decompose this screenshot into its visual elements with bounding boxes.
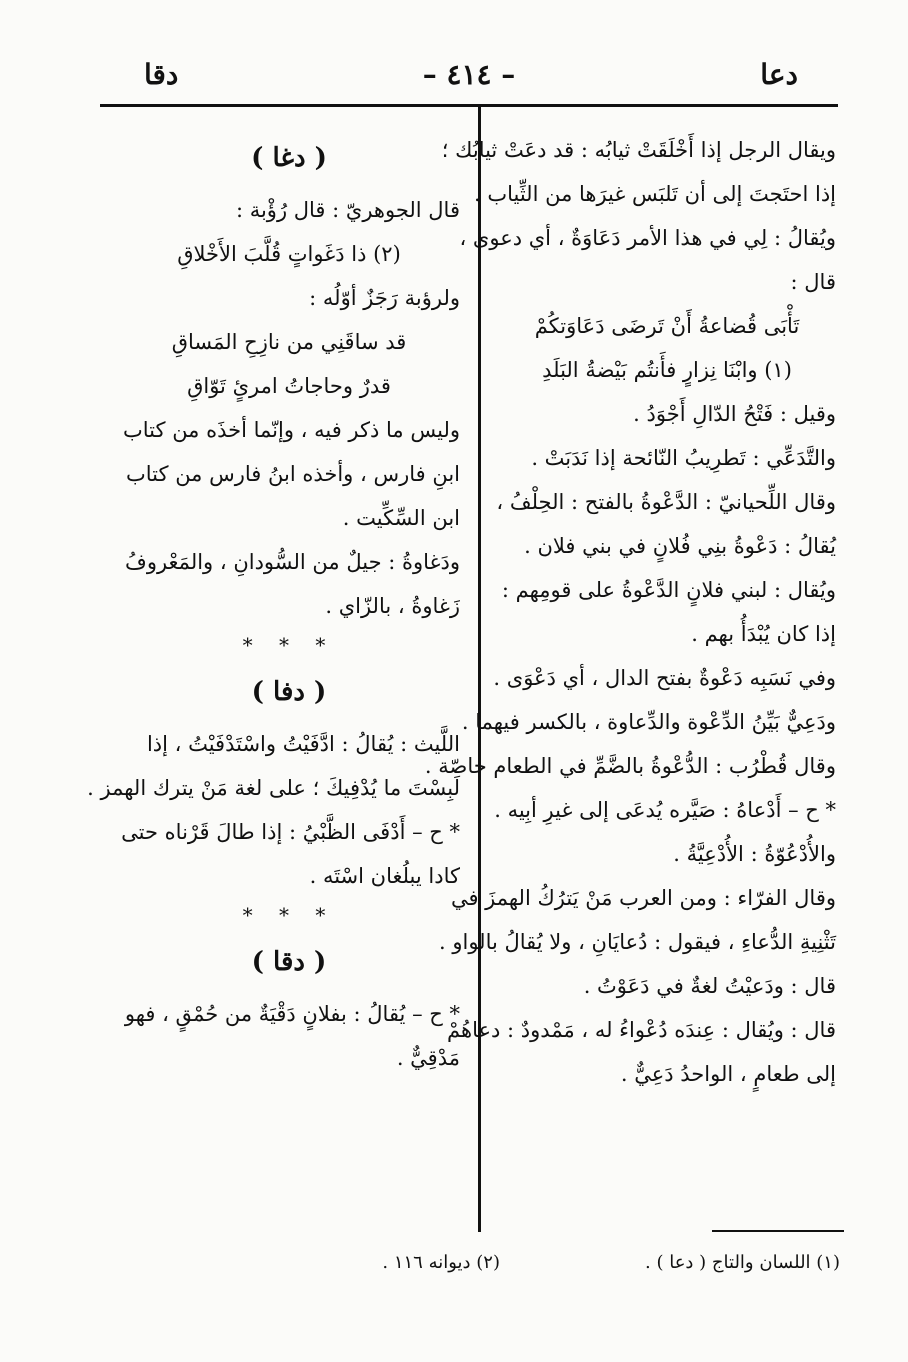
entry-heading-daqa: ( دقا ) — [251, 947, 327, 977]
text-line: اللَّيث : يُقالُ : ادَّفَيْتُ واسْتَدْفَيْتُ ، إذا — [146, 732, 460, 756]
text-line: وقال قُطْرُب : الدُّعْوةُ بالضَّمِّ في الطعام خاصّة . — [424, 754, 836, 778]
header-right-word: دعا — [760, 58, 798, 91]
page-header — [100, 52, 838, 94]
text-line: والأُدْعُوّةُ : الأُدْعِيَّةُ . — [673, 842, 836, 866]
text-line: تَثْنِيةِ الدُّعاءِ ، فيقول : دُعايَانِ ، ولا يُقالُ بالواو . — [439, 930, 836, 954]
left-column — [87, 128, 460, 1080]
text-line: إذا احتَجتَ إلى أن تَلبَس غيرَها من الثِّياب . — [473, 182, 836, 206]
text-line: وقال اللِّحيانيّ : الدَّعْوةُ بالفتح : الحِلْفُ ، — [496, 490, 836, 514]
verse-line: قدرٌ وحاجاتُ امرئٍ تَوّاقِ — [187, 374, 391, 398]
footnote-1: (١) اللسان والتاج ( دعا ) . — [645, 1252, 840, 1273]
text-line: لَبِسْتَ ما يُدْفِيكَ ؛ على لغة مَنْ يترك الهمز . — [87, 776, 460, 800]
text-line: ابن السِّكِّيت . — [342, 506, 460, 530]
text-line: ويقال الرجل إذا أَخْلَقَتْ ثيابُه : قد دعَتْ ثيابُك ؛ — [441, 138, 836, 162]
text-line: قال : — [790, 270, 836, 294]
entry-heading-dafa: ( دفا ) — [251, 677, 327, 707]
text-line: مَدْقِيٌّ . — [396, 1046, 460, 1070]
text-line: إلى طعامٍ ، الواحدُ دَعِيٌّ . — [620, 1062, 836, 1086]
column-divider — [478, 106, 481, 1232]
footnote-rule — [712, 1230, 844, 1232]
text-line: وقال الفرّاء : ومن العرب مَنْ يَترُكُ الهمزَ في — [450, 886, 836, 910]
verse-line: تَأْبَى قُضاعةُ أَنْ تَرضَى دَعَاوَتكُمْ — [534, 314, 800, 338]
text-line: وقيل : فَتْحُ الدّالِ أَجْوَدُ . — [633, 402, 836, 426]
text-line: زَغاوةُ ، بالزّاي . — [325, 594, 460, 618]
text-line: وليس ما ذكر فيه ، وإنّما أخذَه من كتاب — [123, 418, 460, 442]
verse-line: (٢) ذا دَغَواتٍ قُلَّبَ الأَخْلاقِ — [177, 242, 401, 266]
text-line: * ح – أَدْفَى الظَّبْيُ : إذا طالَ قَرْناه حتى — [121, 820, 460, 844]
text-line: إذا كان يُبْدَأُ بهم . — [691, 622, 836, 646]
text-line: كادا يبلُغان اسْتَه . — [309, 864, 460, 888]
text-line: ولرؤبة رَجَزٌ أوّلُه : — [309, 286, 460, 310]
verse-line: قد ساقَنِي من نازِحِ المَساقِ — [171, 330, 407, 354]
section-separator: * * * — [242, 633, 336, 657]
header-rule — [100, 104, 838, 107]
text-line: * ح – أَدْعاهُ : صَيَّره يُدعَى إلى غيرِ أبِيه . — [494, 798, 836, 822]
footnote-2: (٢) ديوانه ١١٦ . — [382, 1252, 500, 1273]
text-line: قال : ويُقال : عِندَه دُعْواءُ له ، مَمْدودٌ : دعاهُمْ — [447, 1018, 836, 1042]
text-line: قال الجوهريّ : قال رُؤْبة : — [235, 198, 460, 222]
text-line: وفي نَسَبِه دَعْوةٌ بفتح الدال ، أي دَعْوَى . — [493, 666, 836, 690]
text-line: ويُقالُ : لِي في هذا الأمر دَعَاوَةٌ ، أي دعوى ، — [459, 226, 836, 250]
text-line: قال : ودَعيْتُ لغةٌ في دَعَوْتُ . — [583, 974, 836, 998]
page-number: – ٤١٤ – — [422, 58, 516, 91]
text-line: والتَّدَعِّي : تَطرِيبُ النّائحة إذا نَدَبَتْ . — [531, 446, 836, 470]
text-line: ابنِ فارس ، وأخذه ابنُ فارس من كتاب — [126, 462, 460, 486]
text-line: ودَغاوةُ : جيلٌ من السُّودانِ ، والمَعْروفُ — [125, 550, 460, 574]
entry-heading-dagha: ( دغا ) — [251, 143, 327, 173]
text-line: ودَعِيٌّ بَيِّنُ الدِّعْوة والدِّعاوة ، بالكسر فيهما . — [461, 710, 836, 734]
text-line: * ح – يُقالُ : بفلانٍ دَقْيَةٌ من حُمْقٍ ، فهو — [124, 1002, 460, 1026]
section-separator: * * * — [242, 903, 336, 927]
header-left-word: دقا — [144, 58, 179, 91]
text-line: يُقالُ : دَعْوةُ بنِي فُلانٍ في بني فلان . — [524, 534, 836, 558]
text-line: ويُقال : لبني فلانٍ الدَّعْوةُ على قومِهم : — [501, 578, 836, 602]
verse-line: (١) وابْنَا نِزارٍ فأَنتُم بَيْضةُ البَلَدِ — [542, 358, 792, 382]
